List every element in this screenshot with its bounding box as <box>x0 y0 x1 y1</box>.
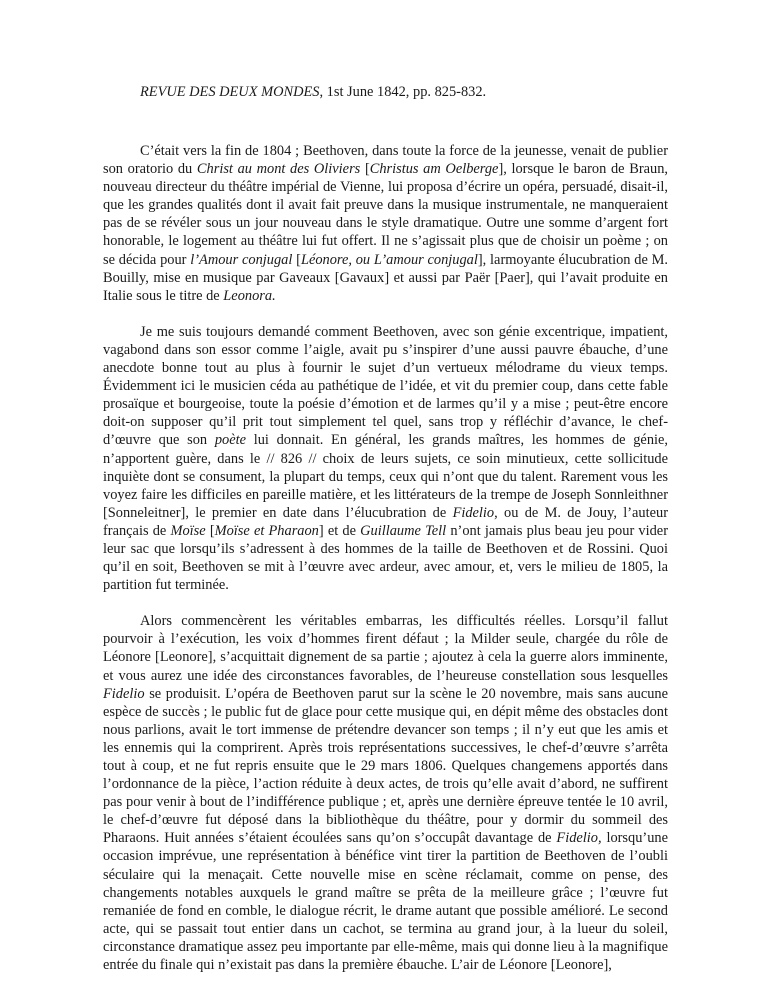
text-run: ], lorsque le baron de Braun, nouveau directeur du théâtre impérial de Vienne, lui proposa d’écrire un opéra, persuadé, disait-il, que les grandes qualités dont il avait fait preuve dans la musique instrumentale, ne manqueraient pas de se révéler sous un jour nouveau dans le style dramatique. Outre une somme d’argent fort honorable, le logement au théâtre lui fut offert. Il ne s’agissait plus que de choisir un poème ; on se décida pour <box>103 161 668 268</box>
italic-text-run: Leonora. <box>223 287 276 304</box>
italic-text-run: poète <box>214 432 246 449</box>
italic-text-run: Fidelio <box>452 504 495 521</box>
text-run: , ou de M. de Jouy, l’auteur français de <box>103 504 668 539</box>
paragraph <box>103 142 668 305</box>
text-run: lui donnait. En général, les grands maîtres, les hommes de génie, n’apportent guère, dans le // 826 // choix de leurs sujets, ce soin minutieux, cette sollicitude inquiète dont se consument, la plupart du temps, ceux qui n’ont que du talent. Rarement vous les voyez faire les difficiles en pareille matière, et les littérateurs de la trempe de Joseph Sonnleithner [Sonneleitner], le premier en date dans l’élucubration de <box>103 432 668 521</box>
italic-text-run: l’Amour conjugal <box>190 251 293 268</box>
italic-text-run: Fidelio <box>103 685 145 702</box>
text-run: n’ont jamais plus beau jeu pour vider leur sac que lorsqu’ils s’adressent à des hommes de la taille de Beethoven et de Rossini. Quoi qu’il en soit, Beethoven se mit à l’œuvre avec ardeur, avec amour, et, vers le milieu de 1805, la partition fut terminée. <box>103 522 668 594</box>
italic-text-run: Moïse <box>170 522 206 539</box>
text-run: C’était vers la fin de 1804 ; Beethoven, dans toute la force de la jeunesse, venait de publier son oratorio du <box>103 143 668 178</box>
journal-title: REVUE DES DEUX MONDES <box>140 84 320 100</box>
text-run: ] et de <box>318 522 361 539</box>
text-run: lorsqu’une occasion imprévue, une représentation à bénéfice vint tirer la partition de Beethoven de l’oubli séculaire qui la menaçait. Cette nouvelle mise en scène réclamait, comme on pense, des changements notables auxquels le grand maître se prêta de la meilleure grâce ; l’œuvre fut remaniée de fond en comble, le dialogue récrit, le drame autant que possible amélioré. Le second acte, qui se passait tout entier dans un cachot, se termina au grand jour, à la lueur du soleil, circonstance dramatique assez peu importante par elle-même, mais qui donne lieu à la magnifique entrée du finale qui n’existait pas dans la première ébauche. L’air de Léonore [Leonore], <box>103 830 668 974</box>
paragraph <box>103 612 668 974</box>
paragraph <box>103 323 668 594</box>
italic-text-run: Christ au mont des Oliviers <box>196 161 361 178</box>
italic-text-run: Moïse et Pharaon <box>214 522 319 539</box>
text-run: [ <box>205 522 215 539</box>
italic-text-run: Guillaume Tell <box>360 522 447 539</box>
text-run: [ <box>292 251 301 268</box>
text-run: Alors commencèrent les véritables embarras, les difficultés réelles. Lorsqu’il fallut pourvoir à l’exécution, les voix d’hommes firent défaut ; la Milder seule, chargée du rôle de Léonore [Leonore], s’acquittait dignement de sa partie ; ajoutez à cela la guerre alors imminente, et vous aurez une idée des circonstances favorables, de l’heureuse constellation sous lesquelles <box>103 613 668 684</box>
document-header <box>140 83 668 102</box>
italic-text-run: Fidelio, <box>556 830 602 847</box>
text-run: [ <box>360 161 370 178</box>
journal-issue-date-pages: , 1st June 1842, pp. 825-832. <box>319 84 487 100</box>
italic-text-run: Christus am Oelberge <box>369 161 499 178</box>
text-run: Je me suis toujours demandé comment Beethoven, avec son génie excentrique, impatient, vagabond dans son essor comme l’aigle, avait pu s’inspirer d’une aussi pauvre ébauche, d’une anecdote bonne tout au plus à fournir le sujet d’un vertueux mélodrame du vieux temps. Évidemment ici le musicien céda au pathétique de l’idée, et vit du premier coup, dans cette fable prosaïque et bourgeoise, toute la poésie d’émotion et de larmes qu’il y a mise ; peut-être encore doit-on supposer qu’il prit tout simplement tel quel, sans trop y réfléchir d’avance, le chef-d’œuvre que son <box>103 323 668 449</box>
text-run: se produisit. L’opéra de Beethoven parut sur la scène le 20 novembre, mais sans aucune espèce de succès ; le public fut de glace pour cette musique qui, en dépit même des obstacles dont nous parlions, avait le tort immense de prétendre devancer son temps ; il n’y eut que les amis et les ennemis qui la comprirent. Après trois représentations successives, le chef-d’œuvre s’arrêta tout à coup, et ne fut repris ensuite que le 29 mars 1806. Quelques changemens apportés dans l’ordonnance de la pièce, l’action réduite à deux actes, de trois qu’elle avait d’abord, ne suffirent pas pour venir à bout de l’indifférence publique ; et, après une dernière épreuve tentée le 10 avril, le chef-d’œuvre fut déposé dans la bibliothèque du théâtre, pour y dormir du sommeil des Pharaons. Huit années s’étaient écoulées sans qu’on s’occupât davantage de <box>103 685 668 847</box>
italic-text-run: Léonore, ou L’amour conjugal <box>300 251 478 268</box>
text-run: ], larmoyante élucubration de M. Bouilly, mise en musique par Gaveaux [Gavaux] et aussi par Paër [Paer], qui l’avait produite en Italie sous le titre de <box>103 251 669 304</box>
